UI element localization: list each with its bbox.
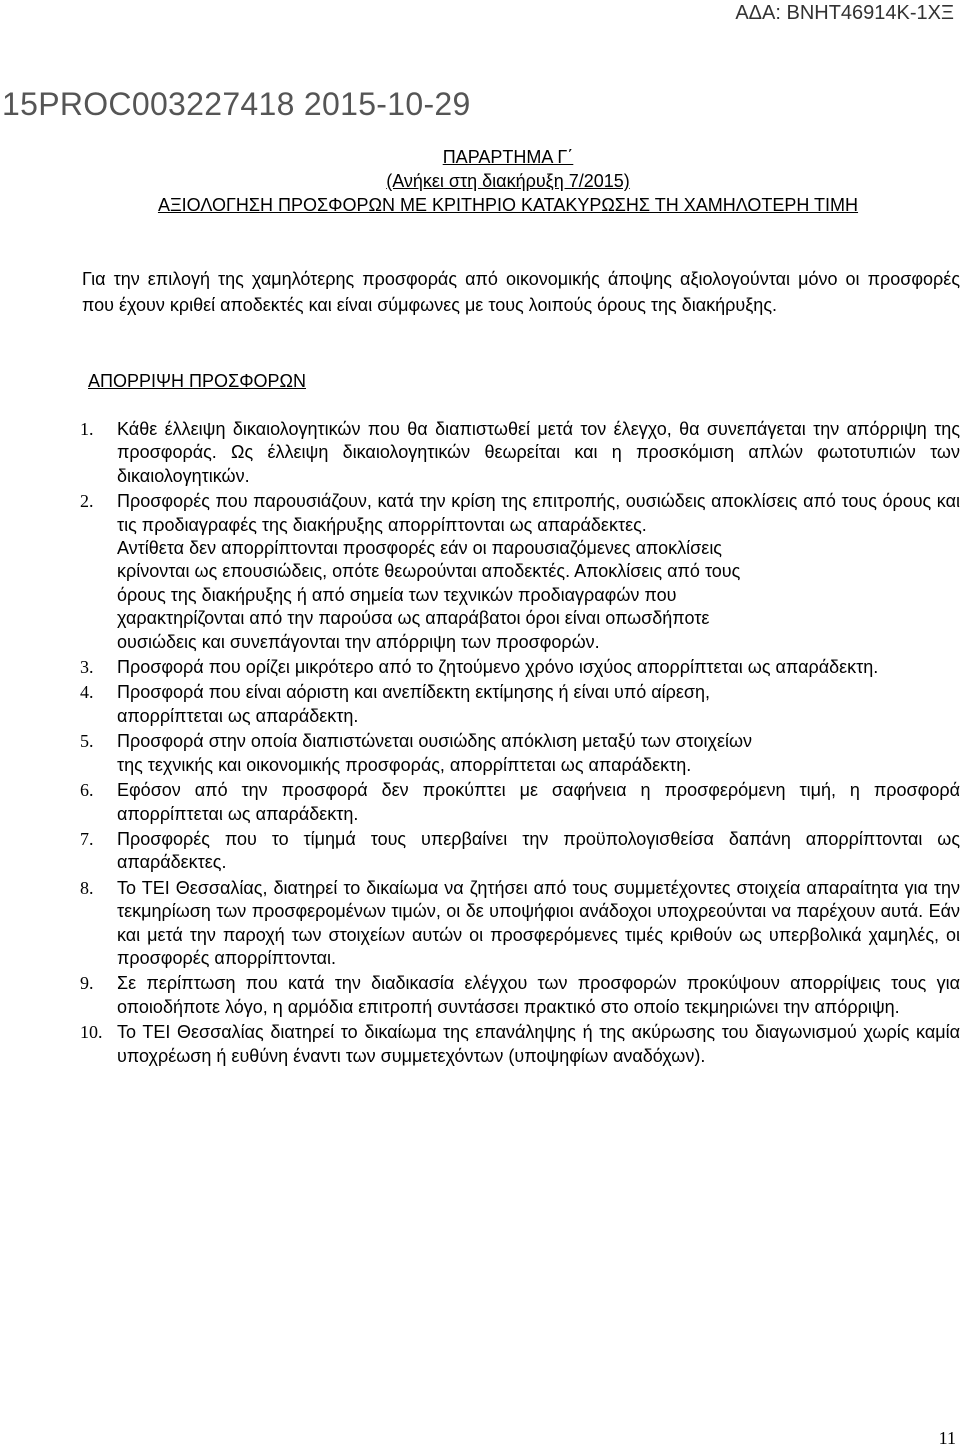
list-item-line: ουσιώδεις και συνεπάγονται την απόρριψη των προσφορών. — [117, 631, 600, 652]
list-item — [80, 418, 960, 488]
list-item-line: Προσφορές που το τίμημά τους υπερβαίνει την προϋπολογισθείσα δαπάνη απορρίπτονται ως απαράδεκτες. — [117, 828, 960, 873]
list-item-line: Το ΤΕΙ Θεσσαλίας διατηρεί το δικαίωμα της επανάληψης ή της ακύρωσης του διαγωνισμού χωρίς καμία υποχρέωση ή ευθύνη έναντι των συμμετεχόντων (υποψηφίων αναδόχων). — [117, 1022, 960, 1066]
list-item-number: 6. — [80, 780, 94, 801]
list-item-line: χαρακτηρίζονται από την παρούσα ως απαράβατοι όροι είναι οπωσδήποτε — [117, 608, 710, 629]
list-item-text — [117, 490, 960, 654]
title-block — [0, 145, 960, 217]
list-item-number: 9. — [80, 973, 94, 994]
list-item — [80, 828, 960, 875]
list-item — [80, 877, 960, 971]
annex-subtitle: (Ανήκει στη διακήρυξη 7/2015) — [386, 171, 630, 191]
list-item-number: 1. — [80, 419, 94, 439]
list-item-text — [117, 1021, 960, 1068]
list-item-text — [117, 828, 960, 875]
annex-title: ΠΑΡΑΡΤΗΜΑ Γ΄ — [442, 147, 574, 167]
intro-paragraph: Για την επιλογή της χαμηλότερης προσφοράς από οικονομικής άποψης αξιολογούνται μόνο οι προσφορές που έχουν κριθεί αποδεκτές και είναι σύμφωνες με τους λοιπούς όρους της διακήρυξης. — [82, 269, 960, 315]
list-item-number: 5. — [80, 731, 94, 752]
list-item — [80, 972, 960, 1019]
list-item-line: Προσφορά που είναι αόριστη και ανεπίδεκτη εκτίμησης ή είναι υπό αίρεση, — [117, 682, 711, 703]
list-item-text — [117, 418, 960, 488]
list-item-line: της τεχνικής και οικονομικής προσφοράς, απορρίπτεται ως απαράδεκτη. — [117, 754, 692, 775]
list-item-number: 8. — [80, 877, 94, 898]
list-item-text — [117, 730, 960, 777]
list-item — [80, 1021, 960, 1068]
list-item-line: Προσφορά στην οποία διαπιστώνεται ουσιώδης απόκλιση μεταξύ των στοιχείων — [117, 731, 753, 752]
list-item-number: 4. — [80, 682, 94, 703]
list-item-line: όρους της διακήρυξης ή από σημεία των τεχνικών προδιαγραφών που — [117, 584, 677, 605]
ada-code: ΑΔΑ: ΒΝΗΤ46914Κ-1ΧΞ — [735, 2, 954, 24]
list-item-text — [117, 656, 960, 679]
list-item-line: Κάθε έλλειψη δικαιολογητικών που θα διαπιστωθεί μετά τον έλεγχο, θα συνεπάγεται την απόρριψη της προσφοράς. Ως έλλειψη δικαιολογητικών θεωρείται και η προσκόμιση απλών φωτοτυπιών των δικαιολογητικών. — [117, 419, 960, 486]
list-item-line: Αντίθετα δεν απορρίπτονται προσφορές εάν οι παρουσιαζόμενες αποκλίσεις — [117, 538, 722, 559]
list-item-text — [117, 972, 960, 1019]
list-item-line: Προσφορά που ορίζει μικρότερο από το ζητούμενο χρόνο ισχύος απορρίπτεται ως απαράδεκτη. — [117, 657, 879, 678]
evaluation-title: ΑΞΙΟΛΟΓΗΣΗ ΠΡΟΣΦΟΡΩΝ ΜΕ ΚΡΙΤΗΡΙΟ ΚΑΤΑΚΥΡΩΣΗΣ ΤΗ ΧΑΜΗΛΟΤΕΡΗ ΤΙΜΗ — [157, 195, 859, 215]
list-item-line: Προσφορές που παρουσιάζουν, κατά την κρίση της επιτροπής, ουσιώδεις αποκλίσεις από τους όρους και τις προδιαγραφές της διακήρυξης απορρίπτονται ως απαράδεκτες. — [117, 491, 960, 535]
list-item-number: 10. — [80, 1022, 103, 1043]
list-item-number: 3. — [80, 657, 94, 678]
list-item-line: Εφόσον από την προσφορά δεν προκύπτει με σαφήνεια η προσφερόμενη τιμή, η προσφορά απορρίπτεται ως απαράδεκτη. — [117, 780, 960, 824]
list-item-line: κρίνονται ως επουσιώδεις, οπότε θεωρούνται αποδεκτές. Αποκλίσεις από τους — [117, 561, 741, 582]
rejection-rules-list — [80, 418, 960, 1070]
list-item-text — [117, 779, 960, 826]
list-item-text — [117, 877, 960, 971]
list-item — [80, 681, 960, 728]
list-item — [80, 656, 960, 679]
list-item-text — [117, 681, 960, 728]
list-item — [80, 730, 960, 777]
list-item-line: απορρίπτεται ως απαράδεκτη. — [117, 705, 359, 726]
page-number: 11 — [938, 1428, 956, 1448]
list-item-number: 7. — [80, 828, 94, 849]
list-item — [80, 490, 960, 654]
list-item — [80, 779, 960, 826]
document-id: 15PROC003227418 2015-10-29 — [2, 86, 471, 122]
list-item-number: 2. — [80, 491, 94, 512]
list-item-line: Το ΤΕΙ Θεσσαλίας, διατηρεί το δικαίωμα να ζητήσει από τους συμμετέχοντες στοιχεία απαραίτητα για την τεκμηρίωση των προσφερομένων τιμών, οι δε υποψήφιοι ανάδοχοι υποχρεούνται να παρέχουν αυτά. Εάν και μετά την παροχή των στοιχείων αυτών οι προσφερόμενες τιμές κριθούν ως υπερβολικά χαμηλές, οι προσφορές απορρίπτονται. — [117, 877, 960, 968]
section-heading: ΑΠΟΡΡΙΨΗ ΠΡΟΣΦΟΡΩΝ — [88, 371, 307, 391]
list-item-line: Σε περίπτωση που κατά την διαδικασία ελέγχου των προσφορών προκύψουν απορρίψεις τους για οποιοδήποτε λόγο, η αρμόδια επιτροπή συντάσσει πρακτικό στο οποίο τεκμηριώνει την απόρριψη. — [117, 973, 960, 1017]
